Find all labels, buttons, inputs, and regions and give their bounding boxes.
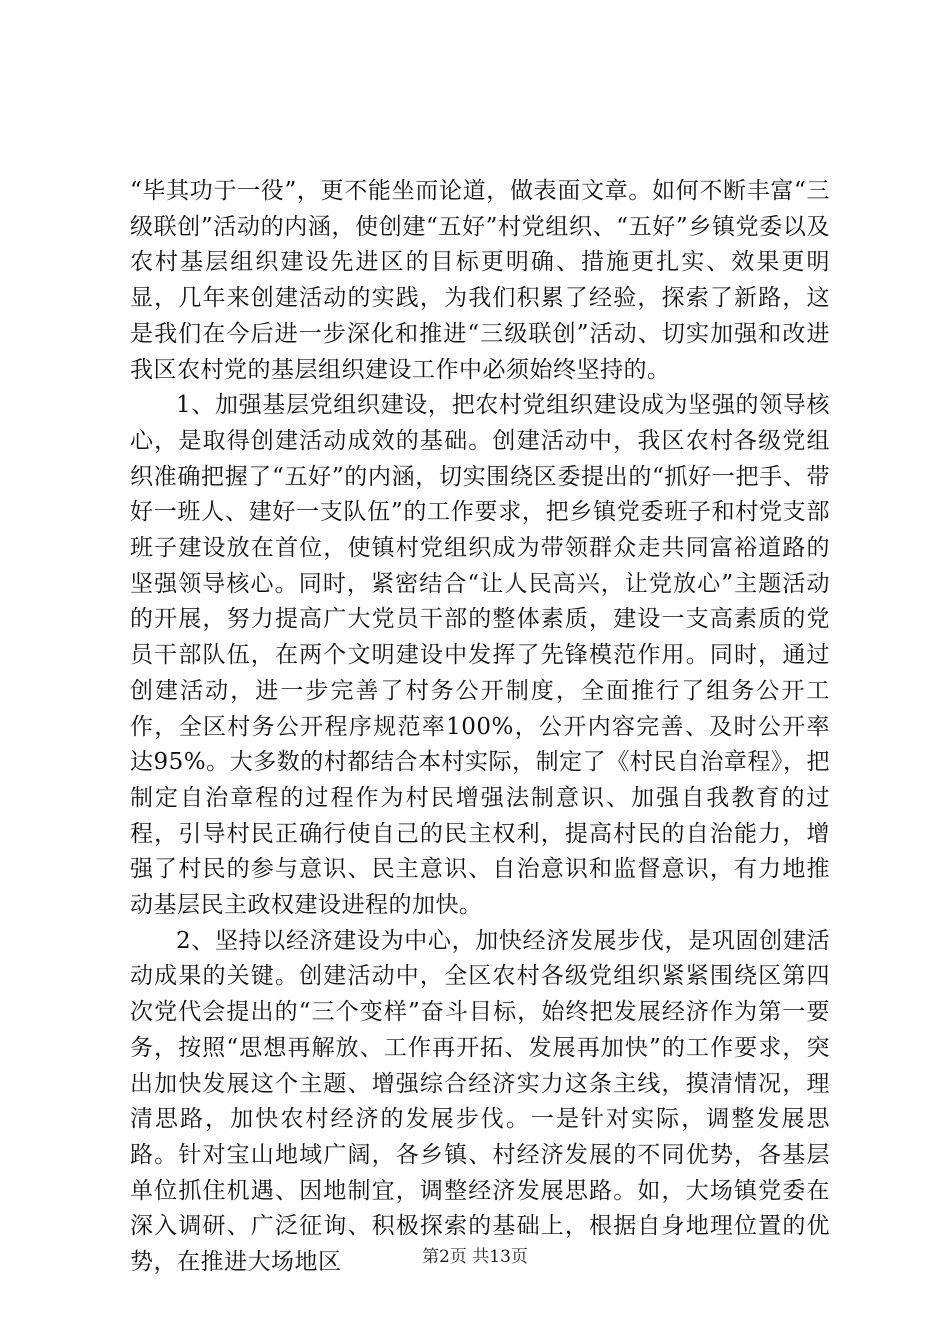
paragraph-continuation: “毕其功于一役”，更不能坐而论道，做表面文章。如何不断丰富“三级联创”活动的内涵，使创建“五好”村党组织、“五好”乡镇党委以及农村基层组织建设先进区的目标更明确、措施更扎实、效果更明显，几年来创建活动的实践，为我们积累了经验，探索了新路，这是我们在今后进一步深化和推进“三级联创”活动、切实加强和改进我区农村党的基层组织建设工作中必须始终坚持的。 [130, 178, 830, 383]
document-body [130, 174, 830, 1281]
paragraph-section-1: 1、加强基层党组织建设，把农村党组织建设成为坚强的领导核心，是取得创建活动成效的基础。创建活动中，我区农村各级党组织准确把握了“五好”的内涵，切实围绕区委提出的“抓好一把手、带好一班人、建好一支队伍”的工作要求，把乡镇党委班子和村党支部班子建设放在首位，使镇村党组织成为带领群众走共同富裕道路的坚强领导核心。同时，紧密结合“让人民高兴，让党放心”主题活动的开展，努力提高广大党员干部的整体素质，建设一支高素质的党员干部队伍，在两个文明建设中发挥了先锋模范作用。同时，通过创建活动，进一步完善了村务公开制度，全面推行了组务公开工作，全区村务公开程序规范率100%，公开内容完善、及时公开率达95%。大多数的村都结合本村实际，制定了《村民自治章程》，把制定自治章程的过程作为村民增强法制意识、加强自我教育的过程，引导村民正确行使自己的民主权利，提高村民的自治能力，增强了村民的参与意识、民主意识、自治意识和监督意识，有力地推动基层民主政权建设进程的加快。 [130, 392, 830, 919]
paragraph-section-2: 2、坚持以经济建设为中心，加快经济发展步伐，是巩固创建活动成果的关键。创建活动中，全区农村各级党组织紧紧围绕区第四次党代会提出的“三个变样”奋斗目标，始终把发展经济作为第一要务，按照“思想再解放、工作再开拓、发展再加快”的工作要求，突出加快发展这个主题、增强综合经济实力这条主线，摸清情况，理清思路，加快农村经济的发展步伐。一是针对实际，调整发展思路。针对宝山地域广阔，各乡镇、村经济发展的不同优势，各基层单位抓住机遇、因地制宜，调整经济发展思路。如，大场镇党委在深入调研、广泛征询、积极探索的基础上，根据自身地理位置的优势，在推进大场地区 [130, 927, 830, 1276]
page-footer: 第2页 共13页 [422, 1247, 528, 1267]
